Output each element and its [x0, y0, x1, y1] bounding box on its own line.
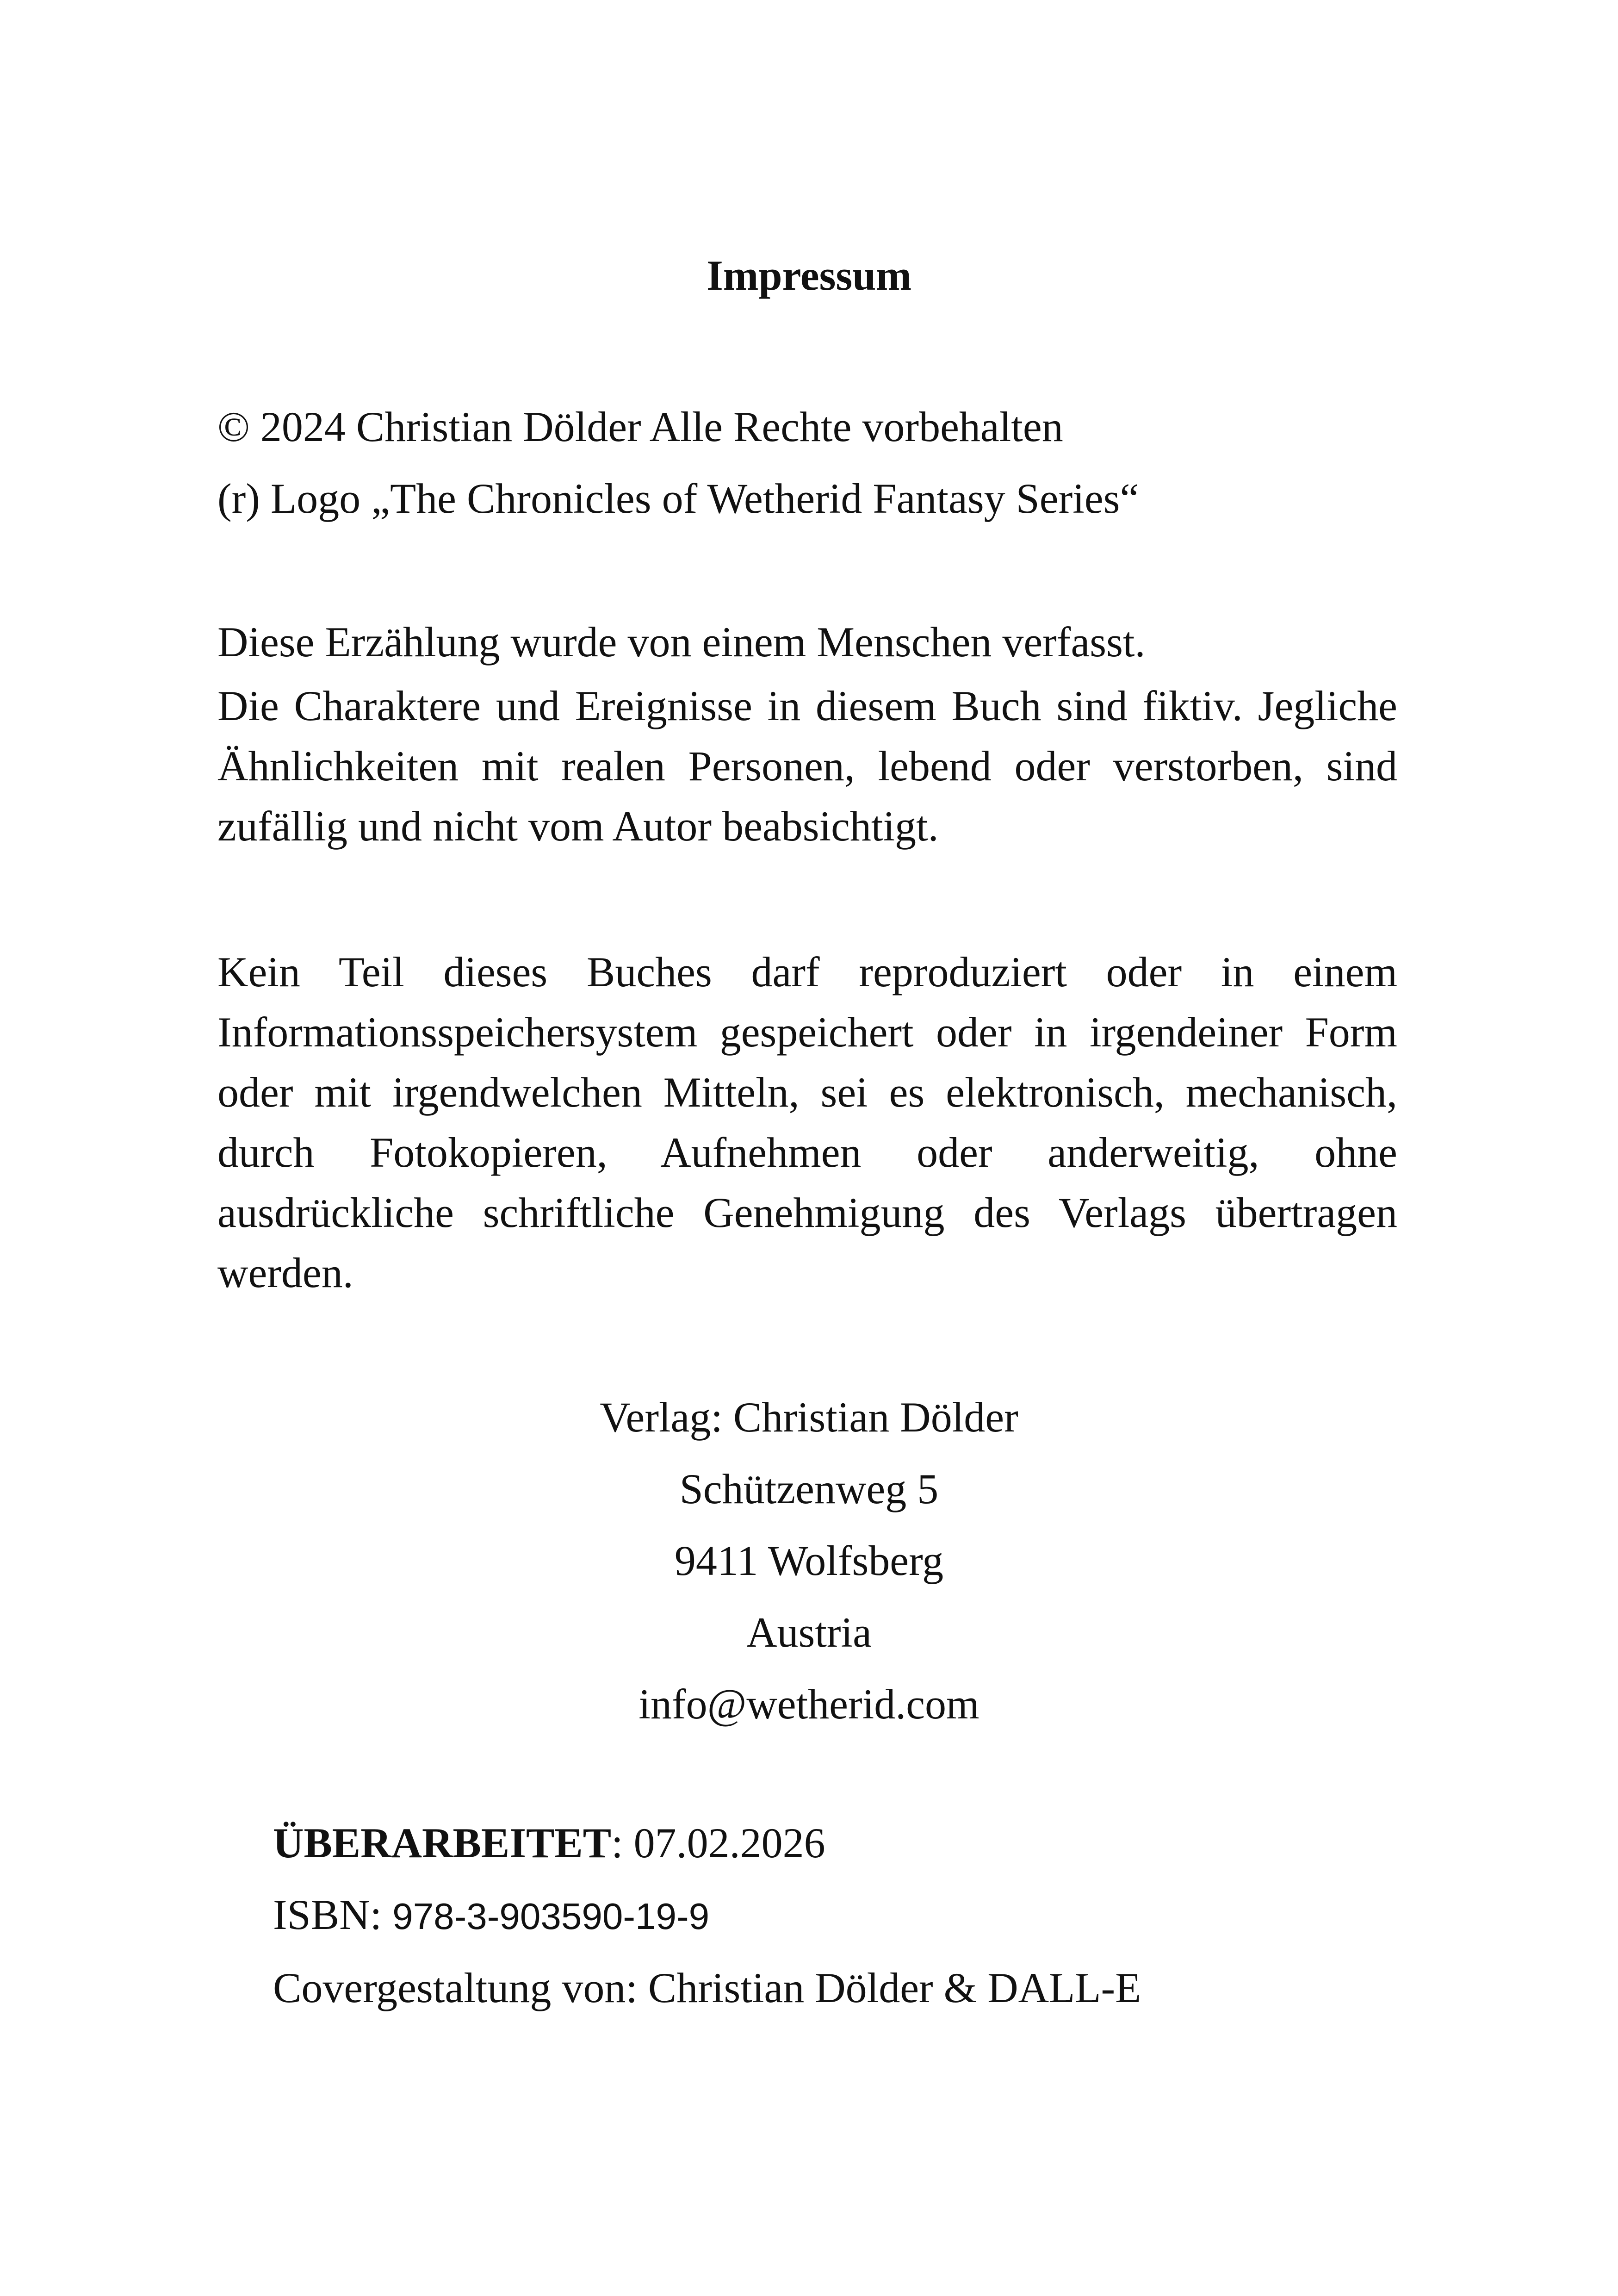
- cover-credit: Covergestaltung von: Christian Dölder & DALL-E: [273, 1964, 1141, 2011]
- rights-notice-line: durch Fotokopieren, Aufnehmen oder anderweitig, ohne: [217, 1129, 1397, 1176]
- copyright-line: © 2024 Christian Dölder Alle Rechte vorbehalten: [217, 403, 1063, 450]
- publisher-name: Verlag: Christian Dölder: [600, 1394, 1018, 1441]
- revision-label: ÜBERARBEITET: [273, 1819, 612, 1867]
- isbn-label: ISBN:: [273, 1891, 393, 1938]
- publication-meta: [273, 1807, 1141, 2024]
- fiction-disclaimer-line: zufällig und nicht vom Autor beabsichtigt.: [217, 803, 939, 850]
- rights-notice-line: Informationsspeichersystem gespeichert oder in irgendeiner Form: [217, 1008, 1397, 1056]
- isbn-line: [273, 1879, 1141, 1952]
- rights-notice-line: Kein Teil dieses Buches darf reproduziert oder in einem: [217, 948, 1397, 996]
- publisher-address: [0, 1381, 1618, 1740]
- human-authored-notice: Diese Erzählung wurde von einem Menschen verfasst.: [217, 618, 1146, 666]
- revision-line: [273, 1807, 1141, 1879]
- isbn-number: 978-3-903590-19-9: [392, 1896, 710, 1937]
- publisher-city: 9411 Wolfsberg: [674, 1537, 944, 1584]
- publisher-country: Austria: [746, 1609, 872, 1656]
- rights-notice-line: oder mit irgendwelchen Mitteln, sei es elektronisch, mechanisch,: [217, 1069, 1397, 1116]
- page-title: Impressum: [706, 252, 912, 299]
- publisher-street: Schützenweg 5: [679, 1465, 939, 1512]
- revision-date: : 07.02.2026: [611, 1819, 825, 1867]
- publisher-email-link[interactable]: info@wetherid.com: [639, 1680, 979, 1728]
- fiction-disclaimer: [217, 676, 1397, 856]
- fiction-disclaimer-line: Die Charaktere und Ereignisse in diesem Buch sind fiktiv. Jegliche: [217, 682, 1397, 729]
- rights-notice-line: ausdrückliche schriftliche Genehmigung des Verlags übertragen: [217, 1189, 1397, 1236]
- rights-notice: [217, 942, 1397, 1303]
- rights-notice-line: werden.: [217, 1249, 353, 1296]
- fiction-disclaimer-line: Ähnlichkeiten mit realen Personen, lebend oder verstorben, sind: [217, 742, 1397, 790]
- logo-trademark-line: (r) Logo „The Chronicles of Wetherid Fantasy Series“: [217, 475, 1139, 522]
